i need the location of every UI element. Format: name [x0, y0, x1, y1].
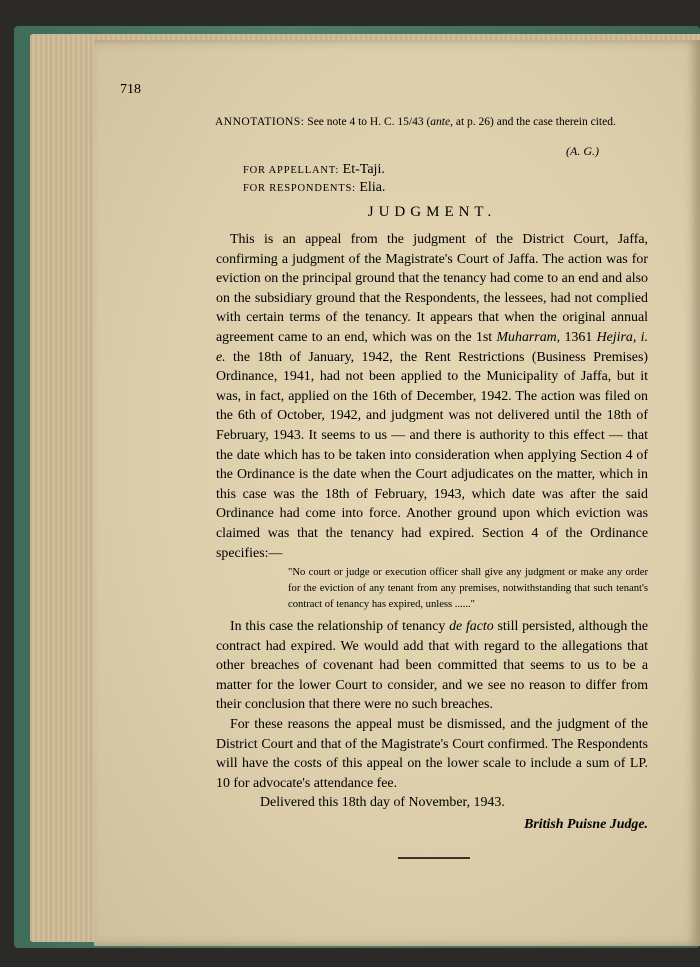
delivered-line: Delivered this 18th day of November, 1943.	[260, 795, 505, 811]
paragraph-1: This is an appeal from the judgment of the District Court, Jaffa, confirming a judgment of the Magistrate's Court of Jaffa. The action was for eviction on the principal ground that the tenancy had come to an end and also on the subsidiary ground that the Respondents, the lessees, had not complied with certain terms of the tenancy. It appears that when the original annual agreement came to an end, which was on the 1st Muharram, 1361 Hejira, i. e. the 18th of January, 1942, the Rent Restrictions (Business Premises) Ordinance, 1941, had not been applied to the Municipality of Jaffa, but it was, in fact, applied on the 16th of December, 1942. The action was filed on the 6th of October, 1942, and judgment was not delivered until the 18th of February, 1943. It seems to us — and there is authority to this effect — that the date which has to be taken into consideration when applying Section 4 of the Ordinance is the date when the Court adjudicates on the matter, which in this case was the 18th of February, 1943, which date was after the said Ordinance had come into force. Another ground upon which eviction was claimed was that the tenancy had expired. Section 4 of the Ordinance specifies:—	[216, 232, 648, 561]
page-number: 718	[120, 82, 141, 97]
counsel-respondents: FOR RESPONDENTS: Elia.	[243, 180, 386, 195]
counsel-appellant: FOR APPELLANT: Et-Taji.	[243, 162, 385, 177]
annotations-label: ANNOTATIONS:	[215, 116, 305, 128]
annotations-note: ANNOTATIONS: See note 4 to H. C. 15/43 (ante, at p. 26) and the case therein cited.	[215, 116, 616, 128]
annotation-initials: (A. G.)	[566, 144, 599, 158]
judgment-heading: JUDGMENT.	[367, 204, 497, 220]
paragraph-2: In this case the relationship of tenancy de facto still persisted, although the contract had expired. We would add that with regard to the allegations that other breaches of covenant had been committed that seems to us to be a matter for the lower Court to consider, and we see no reason to differ from their conclusion that there were no such breaches.	[216, 619, 648, 713]
paragraph-3: For these reasons the appeal must be dismissed, and the judgment of the District Court and that of the Magistrate's Court confirmed. The Respondents will have the costs of this appeal on the lower scale to include a sum of LP. 10 for advocate's attendance fee.	[216, 717, 648, 791]
ordinance-quote: "No court or judge or execution officer shall give any judgment or make any order for the eviction of any tenant from any premises, notwithstanding that such tenant's contract of tenancy has expired, unless ......"	[288, 567, 648, 611]
judge-signature: British Puisne Judge.	[524, 817, 648, 833]
end-rule	[398, 857, 470, 859]
judgment-body	[216, 230, 648, 835]
